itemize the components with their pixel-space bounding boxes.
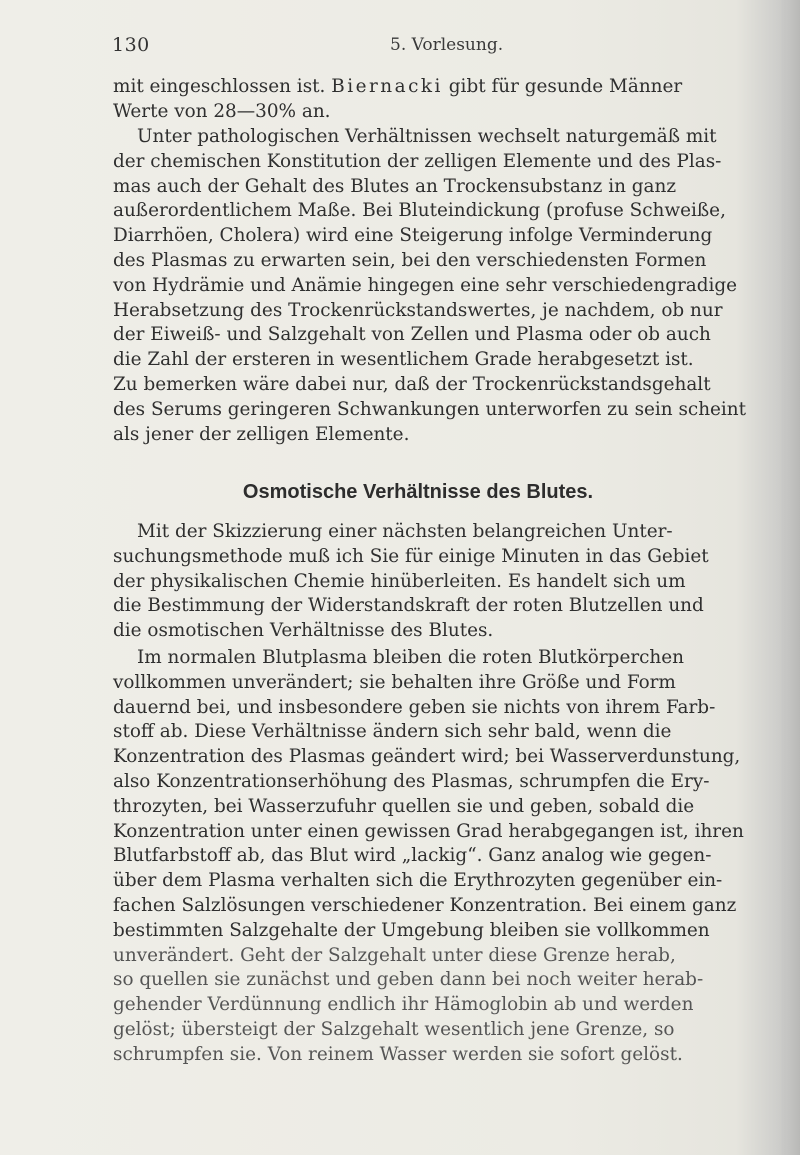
text-line: fachen Salzlösungen verschiedener Konzentration. Bei einem ganz — [113, 894, 737, 916]
paragraph-3 — [113, 520, 723, 644]
text-line: die Bestimmung der Widerstandskraft der roten Blutzellen und — [113, 595, 704, 617]
paragraph-1 — [113, 75, 723, 125]
text-line: Mit der Skizzierung einer nächsten belangreichen Unter- — [137, 521, 673, 542]
running-head: 5. Vorlesung. — [390, 35, 504, 55]
text-line: die Zahl der ersteren in wesentlichem Grade herabgesetzt ist. — [113, 349, 694, 371]
text-line: Diarrhöen, Cholera) wird eine Steigerung infolge Verminderung — [113, 225, 713, 247]
text-line: schrumpfen sie. Von reinem Wasser werden sie sofort gelöst. — [113, 1043, 683, 1065]
text-line: des Plasmas zu erwarten sein, bei den verschiedensten Formen — [113, 249, 707, 271]
section-heading: Osmotische Verhältnisse des Blutes. — [242, 481, 594, 503]
text-line: Konzentration des Plasmas geändert wird; bei Wasserverdunstung, — [113, 746, 741, 768]
text-line: bestimmten Salzgehalte der Umgebung bleiben sie vollkommen — [113, 919, 710, 941]
paragraph-2 — [113, 125, 747, 447]
text-line: vollkommen unverändert; sie behalten ihre Größe und Form — [113, 671, 676, 693]
text-line: stoff ab. Diese Verhältnisse ändern sich sehr bald, wenn die — [113, 721, 672, 743]
text-line: Herabsetzung des Trockenrückstandswertes, je nachdem, ob nur — [113, 299, 723, 321]
text-line: der physikalischen Chemie hinüberleiten. Es handelt sich um — [113, 570, 686, 592]
text-line: Unter pathologischen Verhältnissen wechselt naturgemäß mit — [137, 126, 717, 147]
text-line: außerordentlichem Maße. Bei Bluteindickung (profuse Schweiße, — [113, 200, 726, 222]
text-line: suchungsmethode muß ich Sie für einige Minuten in das Gebiet — [113, 545, 709, 567]
text-line: so quellen sie zunächst und geben dann bei noch weiter herab- — [113, 969, 704, 991]
text-line: der Eiweiß- und Salzgehalt von Zellen und Plasma oder ob auch — [113, 324, 711, 346]
paragraph-4 — [113, 646, 744, 1068]
text-line: die osmotischen Verhältnisse des Blutes. — [113, 620, 494, 642]
text-line: des Serums geringeren Schwankungen unterworfen zu sein scheint — [113, 398, 747, 420]
text-line: gehender Verdünnung endlich ihr Hämoglobin ab und werden — [113, 994, 694, 1016]
text-line: über dem Plasma verhalten sich die Erythrozyten gegenüber ein- — [113, 870, 723, 892]
text-line: throzyten, bei Wasserzufuhr quellen sie und geben, sobald die — [113, 795, 695, 817]
text-line: gelöst; übersteigt der Salzgehalt wesentlich jene Grenze, so — [113, 1018, 675, 1040]
text-line: als jener der zelligen Elemente. — [113, 423, 410, 445]
text-line: Konzentration unter einen gewissen Grad herabgegangen ist, ihren — [113, 820, 744, 842]
page-header — [112, 34, 720, 58]
text-line: Blutfarbstoff ab, das Blut wird „lackig“. Ganz analog wie gegen- — [113, 845, 712, 867]
author-name: Biernacki — [331, 76, 443, 97]
text-line: mit eingeschlossen ist. Biernacki gibt für gesunde Männer — [113, 76, 683, 97]
text-line: also Konzentrationserhöhung des Plasmas, schrumpfen die Ery- — [113, 770, 710, 792]
text-line: Im normalen Blutplasma bleiben die roten Blutkörperchen — [137, 647, 684, 668]
page-edge-shadow — [780, 0, 800, 1155]
text-line: dauernd bei, und insbesondere geben sie nichts von ihrem Farb- — [113, 696, 716, 718]
text-line: Zu bemerken wäre dabei nur, daß der Trockenrückstandsgehalt — [113, 373, 711, 395]
text-line: unverändert. Geht der Salzgehalt unter diese Grenze herab, — [113, 944, 676, 966]
text-line: der chemischen Konstitution der zelligen Elemente und des Plas- — [113, 150, 722, 172]
text-line: mas auch der Gehalt des Blutes an Trockensubstanz in ganz — [113, 175, 677, 197]
text-line: Werte von 28—30% an. — [113, 100, 331, 122]
page-number: 130 — [112, 34, 150, 56]
text-line: von Hydrämie und Anämie hingegen eine sehr verschiedengradige — [113, 274, 738, 296]
